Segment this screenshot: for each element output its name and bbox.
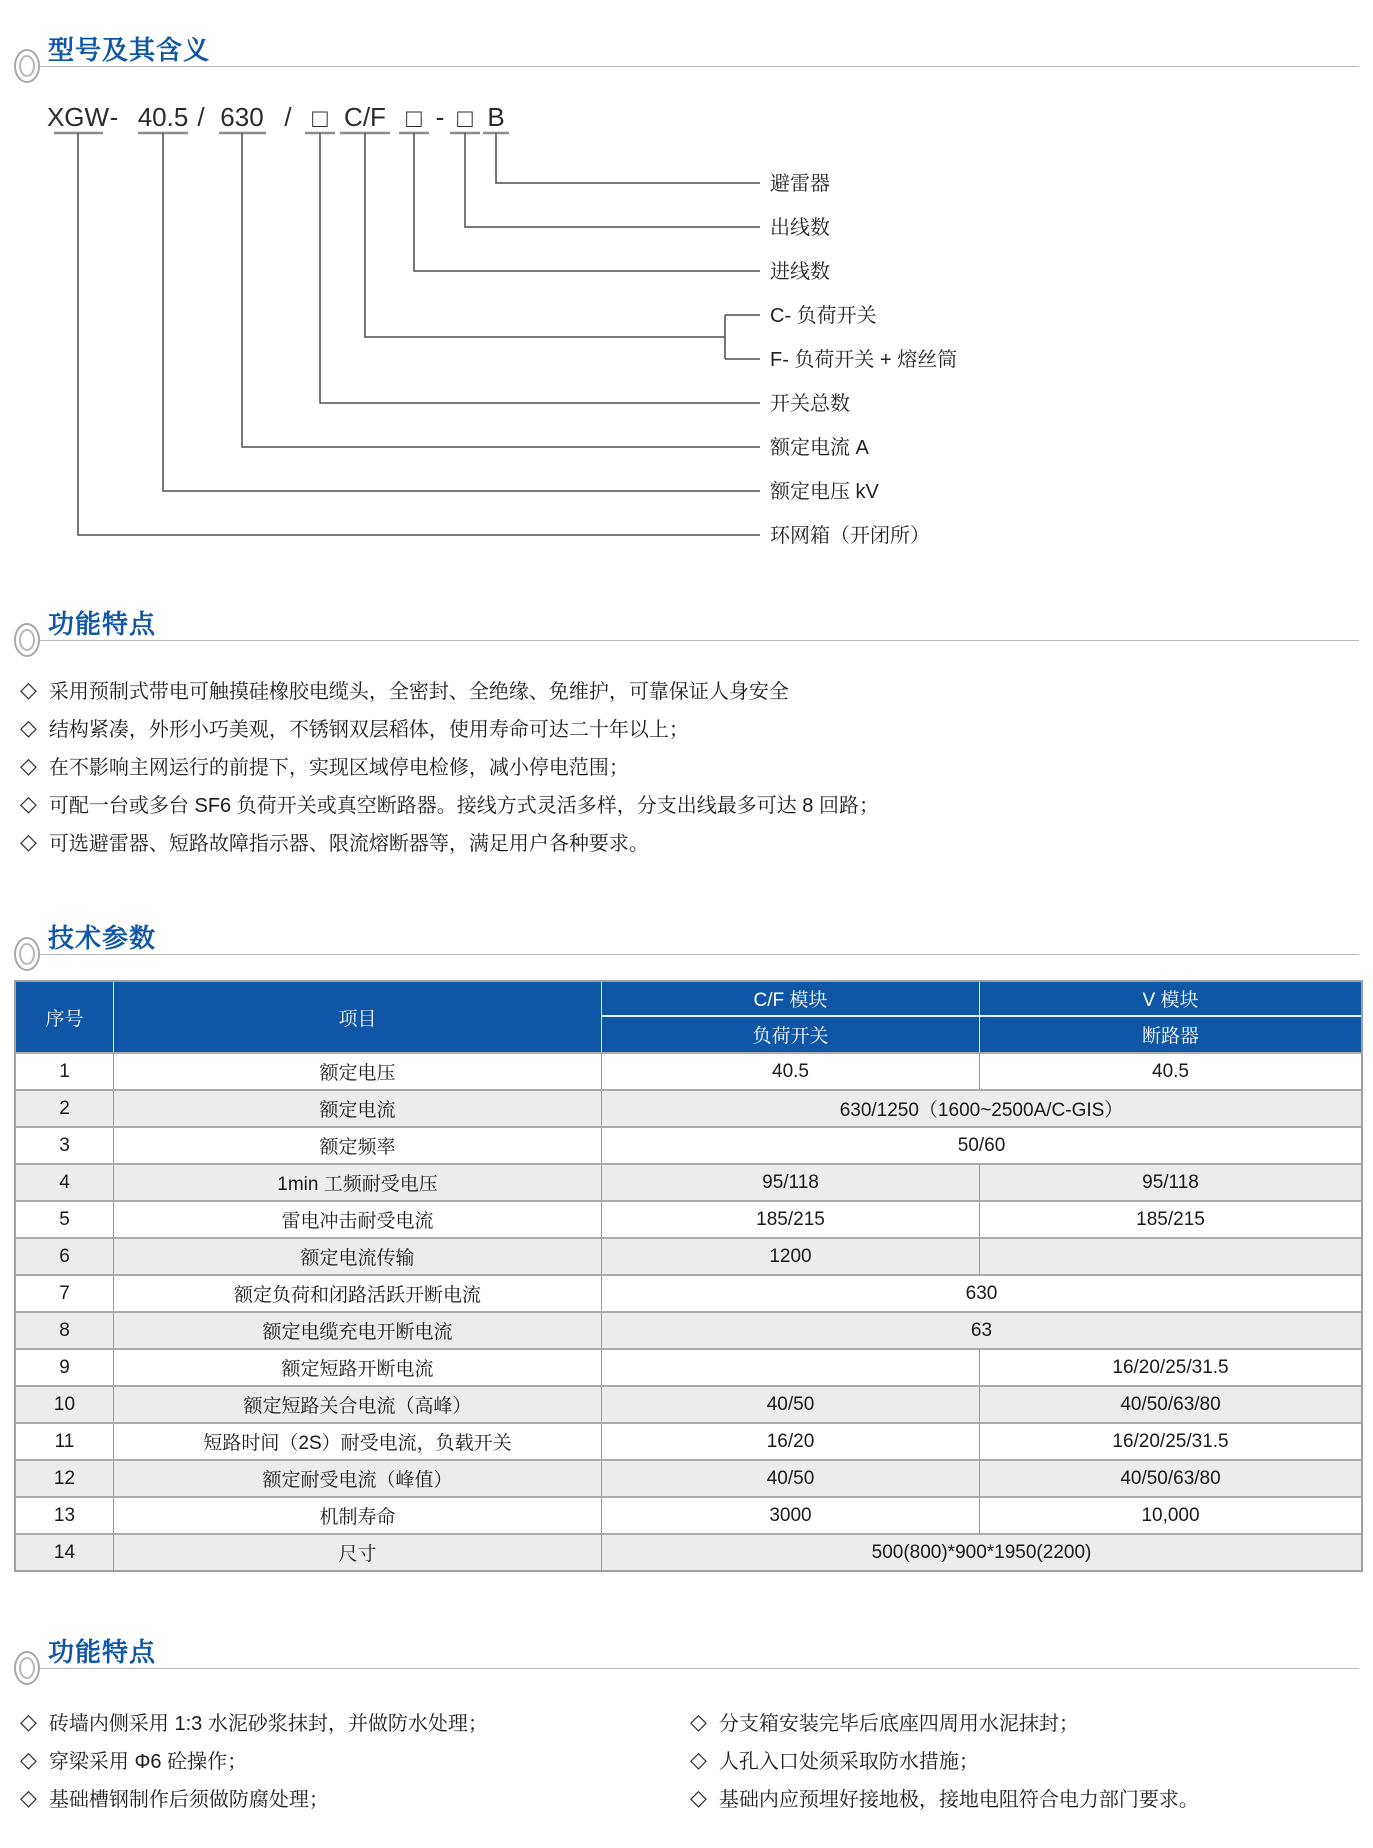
feature-text: 人孔入口处须采取防水措施； xyxy=(718,1751,979,1773)
table-cell: 630 xyxy=(602,1274,1361,1311)
table-cell: 40/50/63/80 xyxy=(980,1459,1361,1496)
model-segment: B xyxy=(487,102,505,132)
diagram-label: C- 负荷开关 xyxy=(770,305,877,327)
section-title-model: 型号及其含义 xyxy=(48,35,211,65)
table-cell: 16/20/25/31.5 xyxy=(980,1348,1361,1385)
section-marker-icon xyxy=(9,44,45,88)
table-cell: 13 xyxy=(16,1496,114,1533)
table-cell: 额定频率 xyxy=(114,1126,602,1163)
section-divider xyxy=(28,954,1359,955)
diamond-icon: ◇ xyxy=(20,1708,37,1734)
feature-text: 采用预制式带电可触摸硅橡胶电缆头，全密封、全绝缘、免维护，可靠保证人身安全 xyxy=(48,681,789,703)
diagram-label: 进线数 xyxy=(770,261,830,283)
col-header-cf-group: C/F 模块 xyxy=(602,982,980,1017)
feature-text: 基础内应预埋好接地极，接地电阻符合电力部门要求。 xyxy=(718,1789,1199,1811)
table-row xyxy=(16,1163,1361,1200)
model-segment: □ xyxy=(312,103,328,133)
table-cell: 6 xyxy=(16,1237,114,1274)
model-segment: - xyxy=(109,102,119,132)
section-marker-icon xyxy=(9,932,45,976)
diamond-icon: ◇ xyxy=(20,790,37,816)
table-cell: 95/118 xyxy=(602,1163,980,1200)
table-cell: 额定电流传输 xyxy=(114,1237,602,1274)
table-cell: 机制寿命 xyxy=(114,1496,602,1533)
diagram-label: F- 负荷开关 + 熔丝筒 xyxy=(770,349,958,371)
feature-text: 穿梁采用 Φ6 砼操作； xyxy=(48,1751,248,1773)
feature-text: 分支箱安装完毕后底座四周用水泥抹封； xyxy=(718,1713,1079,1735)
table-cell: 50/60 xyxy=(602,1126,1361,1163)
feature-text: 基础槽钢制作后须做防腐处理； xyxy=(48,1789,329,1811)
table-row xyxy=(16,1200,1361,1237)
table-cell: 额定负荷和闭路活跃开断电流 xyxy=(114,1274,602,1311)
table-cell: 40/50 xyxy=(602,1385,980,1422)
feature-item xyxy=(20,1783,329,1812)
feature-text: 结构紧凑，外形小巧美观，不锈钢双层稻体，使用寿命可达二十年以上； xyxy=(48,719,689,741)
diagram-label: 出线数 xyxy=(770,217,830,239)
feature-item xyxy=(20,751,629,780)
table-cell: 额定电缆充电开断电流 xyxy=(114,1311,602,1348)
feature-item xyxy=(690,1707,1079,1736)
diamond-icon: ◇ xyxy=(690,1784,707,1810)
feature-item xyxy=(690,1783,1199,1812)
col-header-v-group: V 模块 xyxy=(980,982,1361,1017)
section-marker-icon xyxy=(9,618,45,662)
feature-text: 可配一台或多台 SF6 负荷开关或真空断路器。接线方式灵活多样，分支出线最多可达 8 回路； xyxy=(48,795,879,817)
table-cell: 63 xyxy=(602,1311,1361,1348)
table-cell: 短路时间（2S）耐受电流，负载开关 xyxy=(114,1422,602,1459)
connector-lines xyxy=(78,133,760,535)
model-segment: - xyxy=(435,102,445,132)
table-cell: 14 xyxy=(16,1533,114,1570)
section-divider xyxy=(28,66,1359,67)
table-row xyxy=(16,1385,1361,1422)
table-cell: 185/215 xyxy=(602,1200,980,1237)
col-header-no: 序号 xyxy=(16,982,114,1052)
table-cell: 16/20 xyxy=(602,1422,980,1459)
table-row xyxy=(16,1237,1361,1274)
table-cell: 7 xyxy=(16,1274,114,1311)
table-cell: 额定耐受电流（峰值） xyxy=(114,1459,602,1496)
table-cell: 11 xyxy=(16,1422,114,1459)
table-cell: 5 xyxy=(16,1200,114,1237)
section-divider xyxy=(28,1668,1359,1669)
section-title-tech: 技术参数 xyxy=(48,923,157,953)
table-cell: 9 xyxy=(16,1348,114,1385)
table-cell: 40/50/63/80 xyxy=(980,1385,1361,1422)
model-segment: 630 xyxy=(220,102,264,132)
col-header-item: 项目 xyxy=(114,982,602,1052)
table-cell: 500(800)*900*1950(2200) xyxy=(602,1533,1361,1570)
diamond-icon: ◇ xyxy=(20,1784,37,1810)
table-cell: 40.5 xyxy=(602,1052,980,1089)
model-segment: / xyxy=(284,102,292,132)
diamond-icon: ◇ xyxy=(20,752,37,778)
feature-text: 可选避雷器、短路故障指示器、限流熔断器等，满足用户各种要求。 xyxy=(48,833,649,855)
table-row xyxy=(16,1348,1361,1385)
table-cell: 16/20/25/31.5 xyxy=(980,1422,1361,1459)
table-cell: 尺寸 xyxy=(114,1533,602,1570)
feature-item xyxy=(20,1707,488,1736)
feature-item xyxy=(690,1745,979,1774)
diagram-label: 环网箱（开闭所） xyxy=(770,525,930,547)
diagram-label: 避雷器 xyxy=(770,173,830,195)
diamond-icon: ◇ xyxy=(20,714,37,740)
table-cell: 95/118 xyxy=(980,1163,1361,1200)
col-header-v-sub: 断路器 xyxy=(980,1017,1361,1052)
table-row xyxy=(16,1126,1361,1163)
feature-item xyxy=(20,675,789,704)
diamond-icon: ◇ xyxy=(690,1708,707,1734)
feature-item xyxy=(20,713,689,742)
model-segment: C/F xyxy=(344,102,386,132)
section-marker-icon xyxy=(9,1646,45,1690)
diagram-label: 开关总数 xyxy=(770,393,850,415)
model-segment: / xyxy=(197,102,205,132)
diagram-label: 额定电流 A xyxy=(770,437,869,459)
table-cell: 额定短路关合电流（高峰） xyxy=(114,1385,602,1422)
feature-item xyxy=(20,789,879,818)
table-cell: 1 xyxy=(16,1052,114,1089)
table-cell: 630/1250（1600~2500A/C-GIS） xyxy=(602,1089,1361,1126)
feature-item xyxy=(20,1745,247,1774)
model-segment: □ xyxy=(406,103,422,133)
diamond-icon: ◇ xyxy=(20,1746,37,1772)
table-row xyxy=(16,1459,1361,1496)
table-cell: 雷电冲击耐受电流 xyxy=(114,1200,602,1237)
feature-item xyxy=(20,827,649,856)
model-segment: 40.5 xyxy=(137,102,189,132)
table-cell: 1min 工频耐受电压 xyxy=(114,1163,602,1200)
table-cell: 额定电流 xyxy=(114,1089,602,1126)
diamond-icon: ◇ xyxy=(690,1746,707,1772)
table-cell: 12 xyxy=(16,1459,114,1496)
diagram-label: 额定电压 kV xyxy=(770,481,879,503)
col-header-cf-sub: 负荷开关 xyxy=(602,1017,980,1052)
table-cell xyxy=(602,1348,980,1385)
tech-table-body xyxy=(16,1052,1361,1570)
section-title-features2: 功能特点 xyxy=(48,1637,157,1667)
table-cell: 40.5 xyxy=(980,1052,1361,1089)
table-cell xyxy=(980,1237,1361,1274)
table-cell: 额定短路开断电流 xyxy=(114,1348,602,1385)
table-cell: 3 xyxy=(16,1126,114,1163)
table-row xyxy=(16,1089,1361,1126)
table-cell: 额定电压 xyxy=(114,1052,602,1089)
diamond-icon: ◇ xyxy=(20,676,37,702)
table-cell: 2 xyxy=(16,1089,114,1126)
table-row xyxy=(16,1274,1361,1311)
table-cell: 40/50 xyxy=(602,1459,980,1496)
table-cell: 3000 xyxy=(602,1496,980,1533)
tech-params-table xyxy=(14,980,1363,1572)
section-divider xyxy=(28,640,1359,641)
table-row xyxy=(16,1533,1361,1570)
model-code-diagram xyxy=(0,85,1373,565)
feature-text: 在不影响主网运行的前提下，实现区域停电检修，减小停电范围； xyxy=(48,757,629,779)
diamond-icon: ◇ xyxy=(20,828,37,854)
model-segment: □ xyxy=(457,103,473,133)
table-row xyxy=(16,1311,1361,1348)
section-title-features1: 功能特点 xyxy=(48,609,157,639)
table-cell: 8 xyxy=(16,1311,114,1348)
table-row xyxy=(16,1052,1361,1089)
table-row xyxy=(16,1496,1361,1533)
model-segment: XGW xyxy=(46,102,110,132)
feature-text: 砖墙内侧采用 1:3 水泥砂浆抹封，并做防水处理； xyxy=(48,1713,488,1735)
table-cell: 185/215 xyxy=(980,1200,1361,1237)
table-cell: 10 xyxy=(16,1385,114,1422)
table-row xyxy=(16,1422,1361,1459)
table-cell: 10,000 xyxy=(980,1496,1361,1533)
table-cell: 4 xyxy=(16,1163,114,1200)
table-cell: 1200 xyxy=(602,1237,980,1274)
